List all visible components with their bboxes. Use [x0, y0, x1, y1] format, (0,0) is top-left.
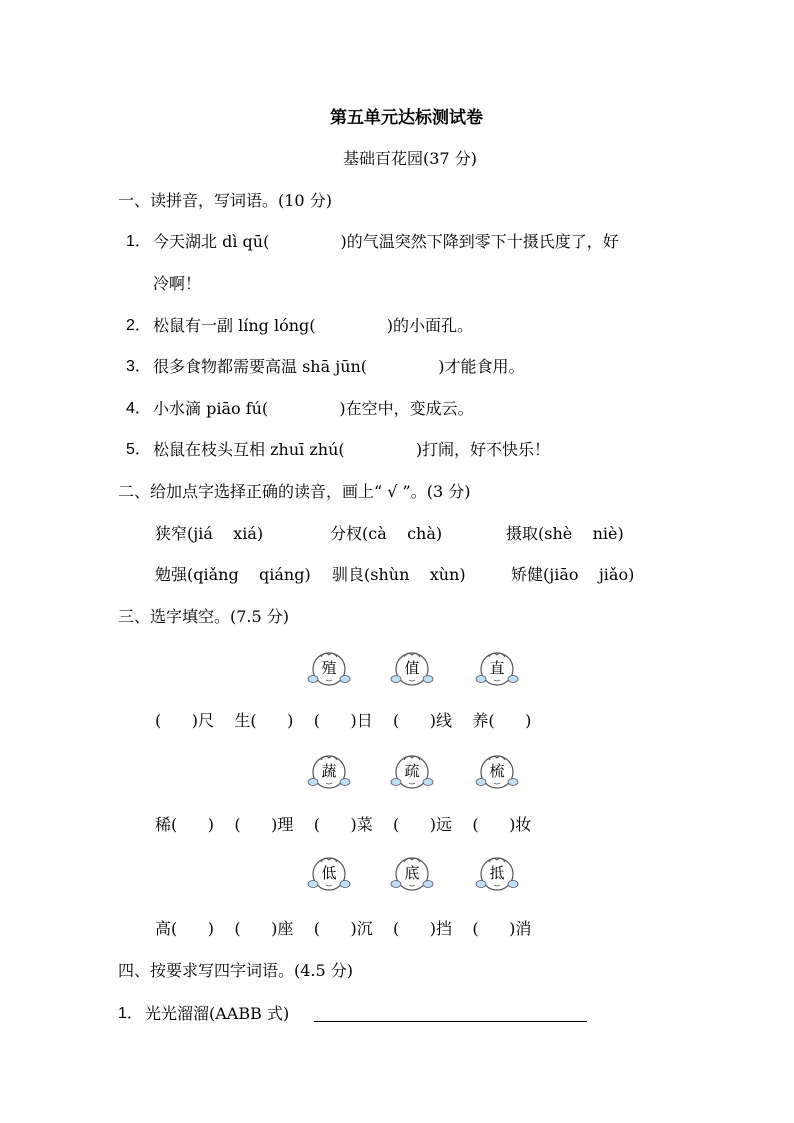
face-character: 蔬 — [321, 762, 337, 780]
page-title: 第五单元达标测试卷 — [330, 108, 483, 128]
section-2-heading: 二、给加点字选择正确的读音，画上“ √ ”。(3 分) — [118, 482, 471, 501]
q5-text: 松鼠在枝头互相 zhuī zhú( )打闹，好不快乐！ — [153, 440, 551, 459]
face-character: 梳 — [489, 762, 505, 780]
page-subtitle: 基础百花园(37 分) — [343, 149, 477, 168]
q1-text-line1: 今天湖北 dì qū( )的气温突然下降到零下十摄氏度了，好 — [153, 232, 619, 251]
answer-line[interactable] — [314, 1021, 587, 1022]
q3-number: 3． — [126, 358, 151, 375]
section-4-heading: 四、按要求写四字词语。(4.5 分) — [118, 961, 354, 980]
character-face-icon — [390, 750, 434, 794]
q3-text: 很多食物都需要高温 shā jūn( )才能食用。 — [153, 357, 525, 376]
fill-blank-row: ( )尺 生( ) ( )日 ( )线 养( ) — [155, 711, 532, 730]
fill-blank-row: 高( ) ( )座 ( )沉 ( )挡 ( )消 — [155, 919, 532, 938]
face-character: 低 — [321, 864, 337, 882]
section-3-heading: 三、选字填空。(7.5 分) — [118, 607, 290, 626]
pinyin-choice: 分杈(cà chà) — [330, 524, 443, 543]
pinyin-choice: 驯良(shùn xùn) — [332, 565, 466, 584]
pinyin-choice: 矫健(jiāo jiǎo) — [511, 565, 635, 584]
character-face-icon — [307, 750, 351, 794]
face-character: 底 — [404, 864, 420, 882]
character-face-icon — [475, 647, 519, 691]
pinyin-choice: 勉强(qiǎng qiáng) — [155, 565, 311, 584]
character-face-icon — [307, 852, 351, 896]
q4-text: 小水滴 piāo fú( )在空中，变成云。 — [153, 399, 474, 418]
q1-text-line2: 冷啊！ — [153, 274, 202, 293]
pinyin-choice: 狭窄(jiá xiá) — [155, 524, 264, 543]
face-character: 抵 — [489, 864, 505, 882]
character-face-icon — [475, 852, 519, 896]
face-character: 值 — [404, 659, 420, 677]
q5-number: 5． — [126, 441, 151, 458]
face-character: 疏 — [404, 762, 420, 780]
q2-number: 2． — [126, 317, 151, 334]
character-face-icon — [390, 647, 434, 691]
s4-q1-number: 1． — [118, 1005, 143, 1022]
character-face-icon — [307, 647, 351, 691]
face-character: 殖 — [321, 659, 337, 677]
q1-number: 1． — [126, 233, 151, 250]
fill-blank-row: 稀( ) ( )理 ( )菜 ( )远 ( )妆 — [155, 815, 532, 834]
character-face-icon — [475, 750, 519, 794]
q4-number: 4． — [126, 400, 151, 417]
q2-text: 松鼠有一副 líng lóng( )的小面孔。 — [153, 316, 473, 335]
s4-q1-text: 光光溜溜(AABB 式) — [145, 1004, 290, 1023]
face-character: 直 — [489, 659, 505, 677]
section-1-heading: 一、读拼音，写词语。(10 分) — [118, 191, 332, 210]
pinyin-choice: 摄取(shè niè) — [506, 524, 624, 543]
character-face-icon — [390, 852, 434, 896]
